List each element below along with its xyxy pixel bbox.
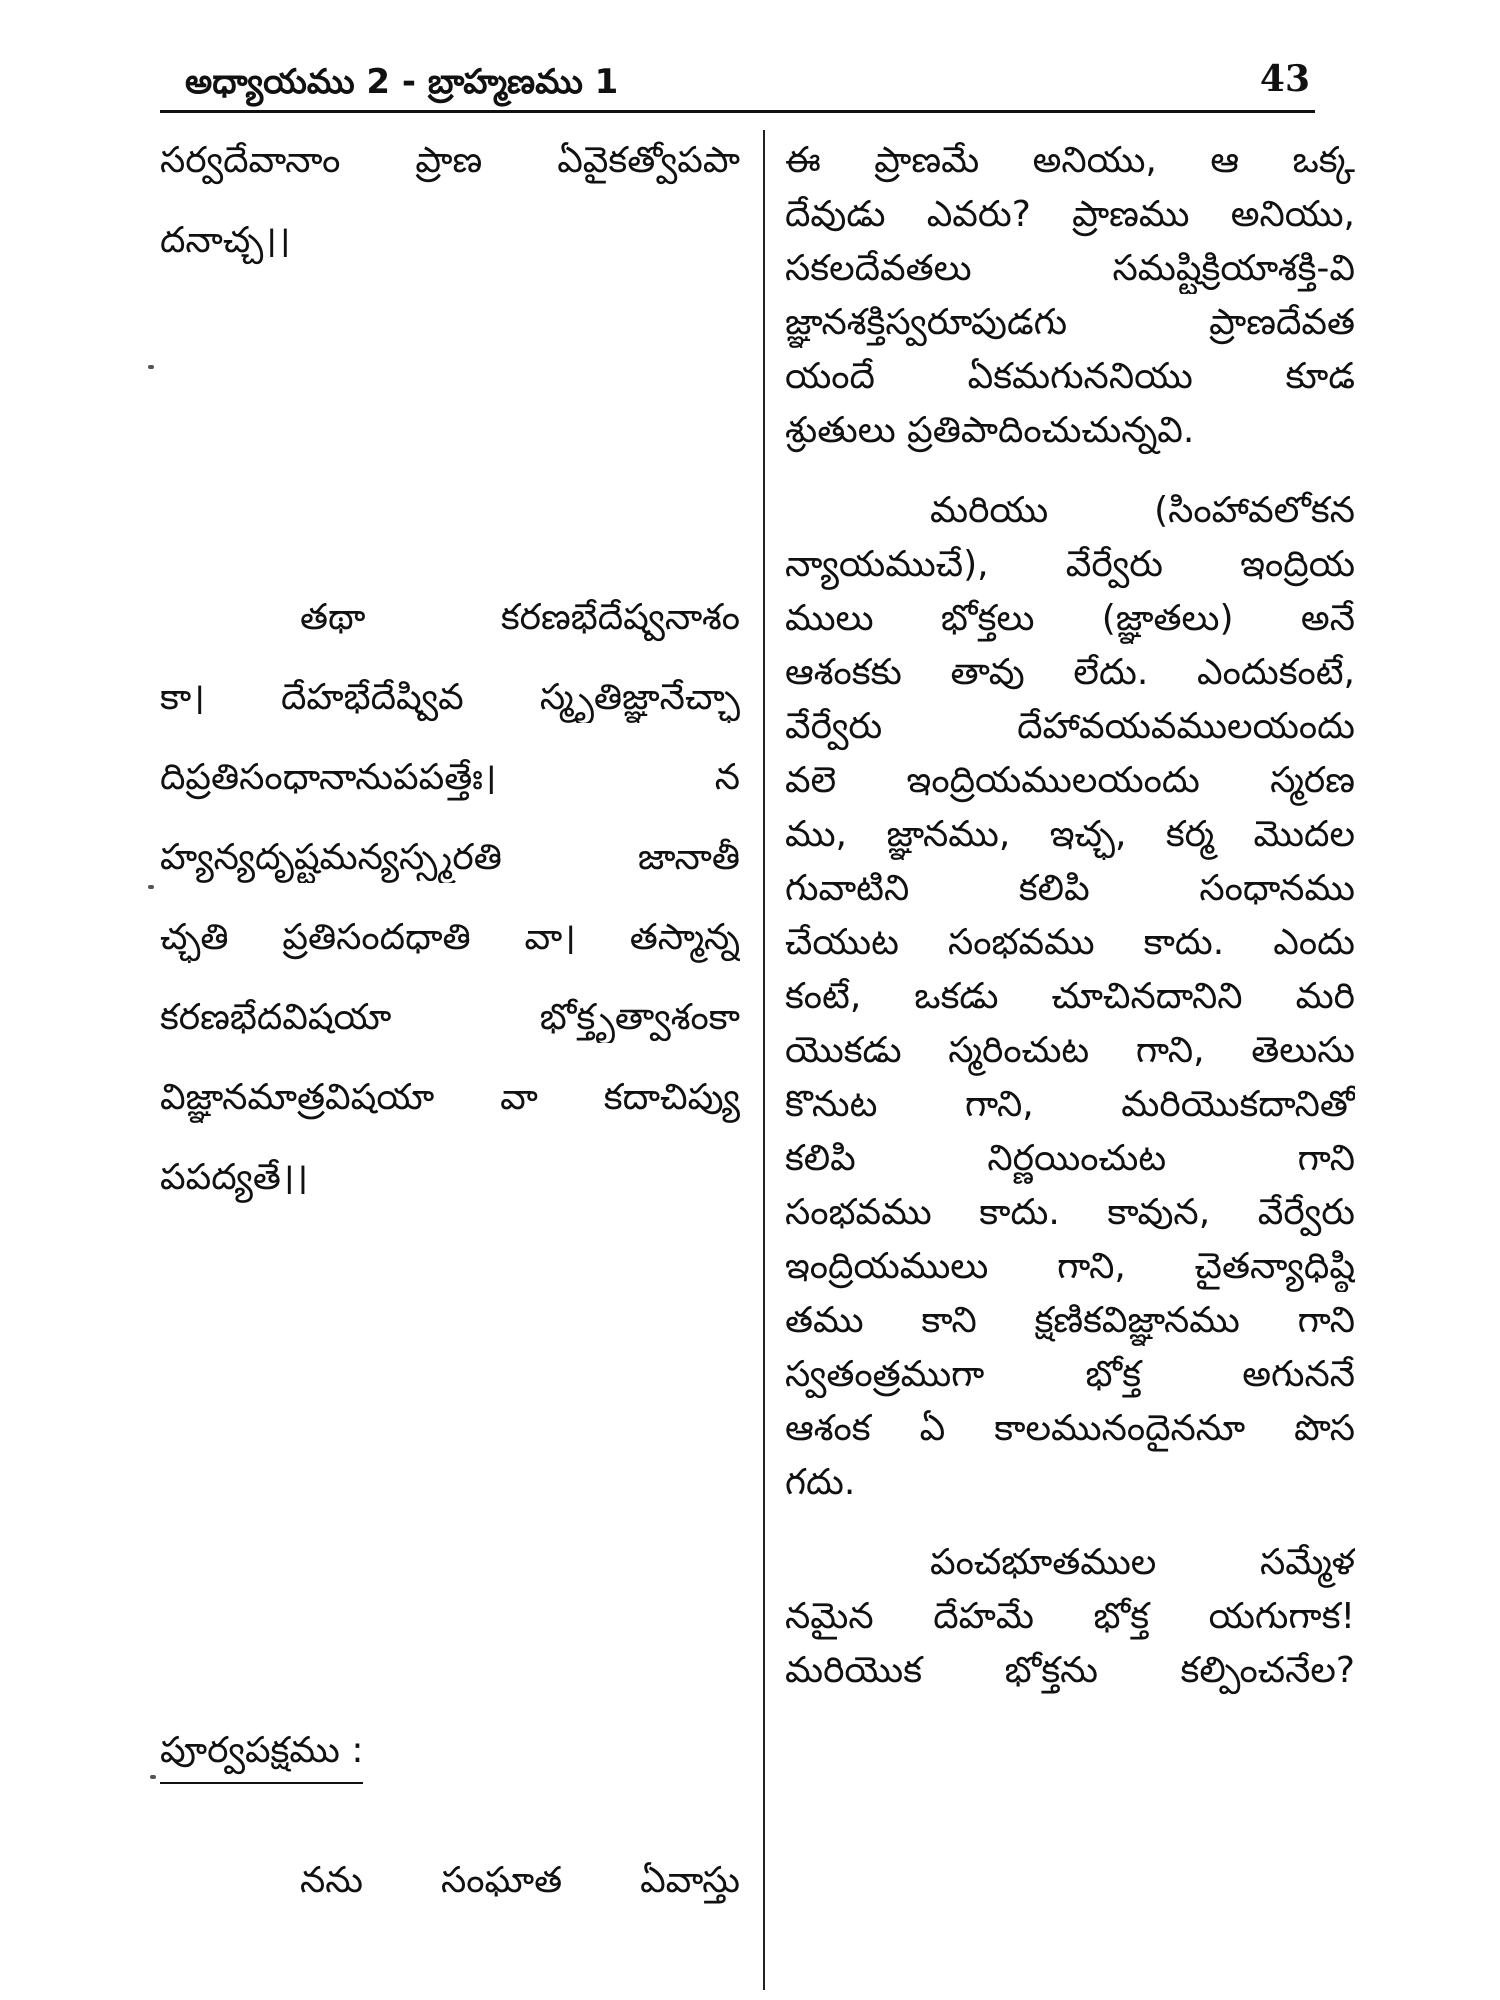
left-para2-line: తథా కరణభేదేష్వనాశం <box>300 597 740 638</box>
left-para2-line: పపద్యతే।। <box>160 1157 309 1198</box>
right-para2-line: ములు భోక్తలు (జ్ఞాతలు) అనే <box>785 598 1355 639</box>
right-para2-line: ఆశంక ఏ కాలమునందైననూ పొస <box>785 1408 1355 1449</box>
scan-speck <box>148 365 154 369</box>
column-divider <box>763 130 765 1990</box>
right-para1-line: ఈ ప్రాణమే అనియు, ఆ ఒక్క <box>785 140 1355 181</box>
left-para2-line: కరణభేదవిషయా భోక్తృత్వాశంకా <box>160 997 740 1038</box>
right-para1-line: దేవుడు ఎవరు? ప్రాణము అనియు, <box>785 194 1355 235</box>
page-header <box>160 52 1315 112</box>
page-number: 43 <box>1259 58 1310 100</box>
right-para1-line: సకలదేవతలు సమష్టిక్రియాశక్తి-వి <box>785 248 1355 289</box>
left-para2-line: కా। దేహభేదేష్వివ స్మృతిజ్ఞానేచ్ఛా <box>160 677 740 718</box>
right-para2-line: ఆశంకకు తావు లేదు. ఎందుకంటే, <box>785 652 1355 693</box>
right-para2-line: సంభవము కాదు. కావున, వేర్వేరు <box>785 1192 1355 1233</box>
right-para2-line: మరియు (సింహావలోకన <box>930 490 1355 531</box>
right-para2-line: గదు. <box>785 1462 856 1503</box>
right-para2-line: వేర్వేరు దేహావయవములయందు <box>785 706 1355 747</box>
right-para3-line: పంచభూతముల సమ్మేళ <box>930 1542 1355 1583</box>
right-para2-line: కంటే, ఒకడు చూచినదానిని మరి <box>785 976 1355 1017</box>
scan-speck <box>150 1775 156 1779</box>
right-para2-line: కలిపి నిర్ణయించుట గాని <box>785 1138 1355 1179</box>
right-para2-line: గువాటిని కలిపి సంధానము <box>785 868 1355 909</box>
right-para2-line: స్వతంత్రముగా భోక్త అగుననే <box>785 1354 1355 1395</box>
left-column <box>160 136 740 1986</box>
right-para1-line: యందే ఏకమగుననియు కూడ <box>785 356 1355 397</box>
right-para2-line: తము కాని క్షణికవిజ్ఞానము గాని <box>785 1300 1355 1341</box>
left-para2-line: చ్ఛతి ప్రతిసందధాతి వా। తస్మాన్న <box>160 917 740 958</box>
left-para1-line: సర్వదేవానాం ప్రాణ ఏవైకత్వోపపా <box>160 140 740 181</box>
scan-speck <box>148 885 154 889</box>
right-column <box>785 136 1355 1986</box>
right-para2-line: ము, జ్ఞానము, ఇచ్ఛ, కర్మ మొదల <box>785 814 1355 855</box>
left-para1-line: దనాచ్చ।। <box>160 220 291 261</box>
running-head: అధ్యాయము 2 - బ్రాహ్మణము 1 <box>185 62 619 102</box>
left-para2-line: విజ్ఞానమాత్రవిషయా వా కదాచిప్యు <box>160 1077 740 1118</box>
left-para2-line: దిప్రతిసంధానానుపపత్తేః। న <box>160 757 740 798</box>
right-para2-line: యొకడు స్మరించుట గాని, తెలుసు <box>785 1030 1355 1071</box>
right-para2-line: చేయుట సంభవము కాదు. ఎందు <box>785 922 1355 963</box>
right-para3-line: మరియొక భోక్తను కల్పించనేల? <box>785 1650 1355 1691</box>
right-para3-line: నమైన దేహమే భోక్త యగుగాక! <box>785 1596 1355 1637</box>
header-rule <box>160 110 1315 113</box>
right-para1-line: శ్రుతులు ప్రతిపాదించుచున్నవి. <box>785 410 1195 451</box>
right-para2-line: ఇంద్రియములు గాని, చైతన్యాధిష్ఠి <box>785 1246 1355 1287</box>
section-heading-purvapaksha: పూర్వపక్షము : <box>160 1726 363 1784</box>
left-para2-line: హ్యన్యదృష్టమన్యస్స్మరతి జానాతీ <box>160 837 740 878</box>
right-para2-line: కొనుట గాని, మరియొకదానితో <box>785 1084 1355 1125</box>
left-para3-line: నను సంఘాత ఏవాస్తు <box>300 1860 740 1901</box>
right-para1-line: జ్ఞానశక్తిస్వరూపుడగు ప్రాణదేవత <box>785 302 1355 343</box>
right-para2-line: న్యాయముచే), వేర్వేరు ఇంద్రియ <box>785 544 1355 585</box>
right-para2-line: వలె ఇంద్రియములయందు స్మరణ <box>785 760 1355 801</box>
